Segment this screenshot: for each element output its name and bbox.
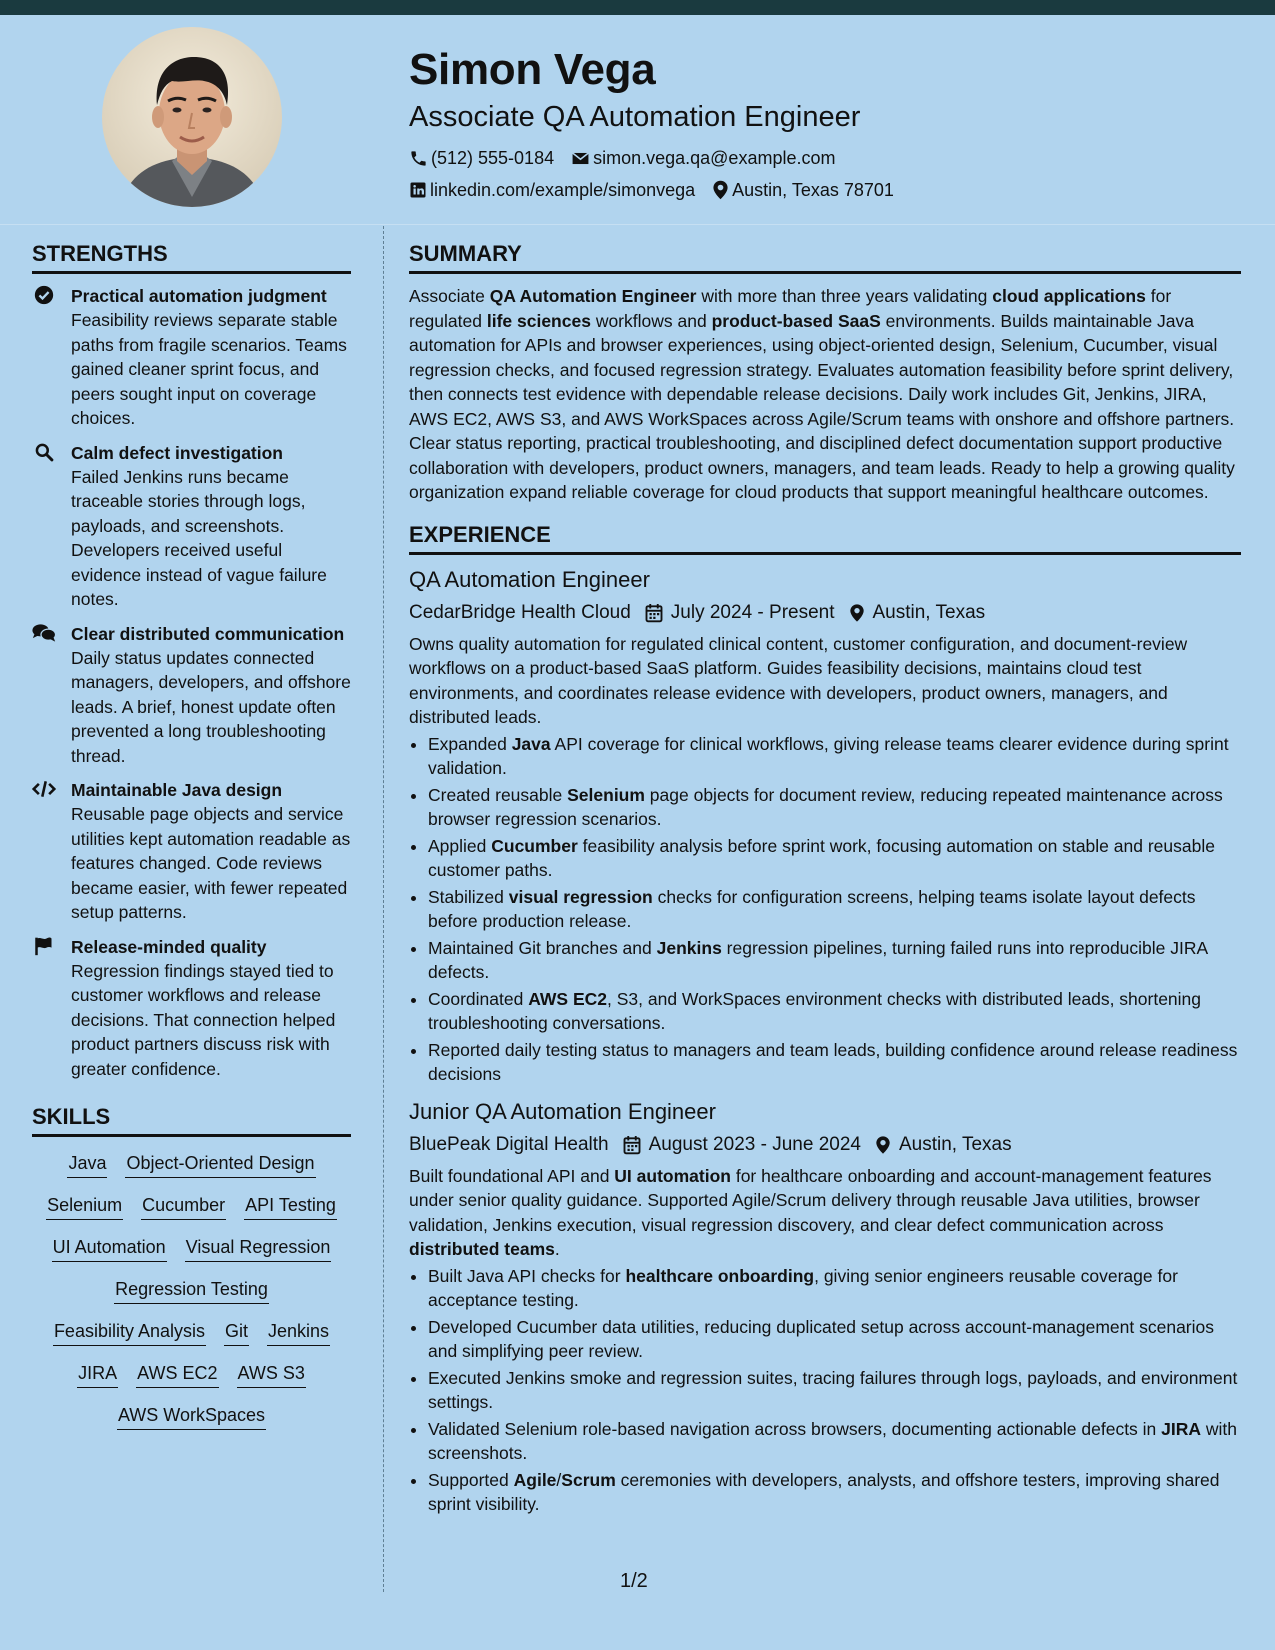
email-contact[interactable] (571, 142, 835, 174)
bullet-item: • Supported Agile/Scrum ceremonies with developers, analysts, and offshore testers, improving shared sprint visibility. (428, 1468, 1241, 1517)
skill-tag: AWS S3 (237, 1361, 306, 1388)
bold-keyword: healthcare onboarding (625, 1265, 815, 1286)
job-dates (623, 1130, 861, 1160)
email-text: simon.vega.qa@example.com (593, 148, 836, 168)
contact-row-1 (409, 142, 1249, 174)
bullet-item: • Applied Cucumber feasibility analysis before sprint work, focusing automation on stable and reusable customer paths. (428, 834, 1241, 883)
skill-tag: Feasibility Analysis (53, 1319, 206, 1346)
strength-title: Maintainable Java design (71, 780, 283, 800)
job-description: Owns quality automation for regulated clinical content, customer configuration, and document-review workflows on a product-based SaaS platform. Guides feasibility decisions, maintains cloud test environments, and coordinates release evidence with developers, product owners, managers, and distributed leads. (409, 633, 1188, 727)
linkedin-icon (409, 181, 427, 199)
flag-icon (32, 936, 56, 956)
skill-tag: Visual Regression (185, 1235, 332, 1262)
job-entry (409, 1097, 1241, 1517)
strength-text: Failed Jenkins runs became traceable stories through logs, payloads, and screenshots. Developers received useful evidence instead of vague failure notes. (71, 466, 327, 609)
phone-icon (409, 149, 428, 168)
skill-tag: Cucumber (141, 1193, 226, 1220)
top-bar (0, 0, 1275, 15)
strength-item (32, 622, 351, 769)
left-column (32, 240, 351, 1445)
phone-contact (409, 142, 554, 174)
bullet-item: • Expanded Java API coverage for clinical workflows, giving release teams clearer evidence during sprint validation. (428, 732, 1241, 781)
job-bullets (409, 732, 1241, 1087)
job-bullets (409, 1264, 1241, 1517)
skill-tag: AWS WorkSpaces (117, 1403, 266, 1430)
job-description: Built foundational API and UI automation for healthcare onboarding and account-management features under senior quality guidance. Supported Agile/Scrum delivery through reusable Java utilities, browser validation, Jenkins execution, visual regression discovery, and clear defect communication across distributed teams. (409, 1165, 1212, 1259)
contact-row-2 (409, 174, 1249, 206)
skill-row (32, 1277, 351, 1304)
candidate-title: Associate QA Automation Engineer (409, 101, 861, 133)
skill-tag: AWS EC2 (136, 1361, 218, 1388)
strength-item (32, 935, 351, 1082)
comments-icon (32, 623, 56, 643)
bullet-item: • Created reusable Selenium page objects for document review, reducing repeated maintenance across browser regression scenarios. (428, 783, 1241, 832)
skill-tag: Object-Oriented Design (125, 1151, 315, 1178)
summary-heading: SUMMARY (409, 240, 1241, 274)
bullet-item: • Validated Selenium role-based navigation across browsers, documenting actionable defects in JIRA with screenshots. (428, 1417, 1241, 1466)
bold-keyword: product-based SaaS (711, 310, 881, 331)
job-location (849, 598, 986, 628)
bold-keyword: JIRA (1161, 1418, 1202, 1439)
skills-list (32, 1151, 351, 1430)
skill-tag: Regression Testing (114, 1277, 269, 1304)
skill-row (32, 1319, 351, 1346)
skill-tag: Git (224, 1319, 249, 1346)
bold-keyword: AWS EC2 (528, 988, 607, 1009)
company-name: CedarBridge Health Cloud (409, 601, 631, 623)
strength-text: Daily status updates connected managers, developers, and offshore leads. A brief, honest update often prevented a long troubleshooting thread. (71, 647, 351, 766)
experience-heading: EXPERIENCE (409, 521, 1241, 555)
bullet-item: • Maintained Git branches and Jenkins regression pipelines, turning failed runs into reproducible JIRA defects. (428, 936, 1241, 985)
map-pin-icon (849, 603, 865, 623)
strength-text: Regression findings stayed tied to customer workflows and release decisions. That connection helped product partners discuss risk with greater confidence. (71, 960, 336, 1079)
column-divider (383, 226, 384, 1592)
candidate-name: Simon Vega (409, 45, 656, 94)
bold-keyword: Jenkins (656, 937, 722, 958)
code-icon (32, 779, 56, 799)
page-number: 1/2 (620, 1570, 648, 1592)
skill-row (32, 1403, 351, 1430)
job-location (875, 1130, 1012, 1160)
strengths-heading: STRENGTHS (32, 240, 351, 274)
location-text: Austin, Texas 78701 (732, 180, 894, 200)
job-dates (645, 598, 835, 628)
bold-keyword: Java (511, 733, 551, 754)
strength-title: Calm defect investigation (71, 442, 283, 463)
bullet-item: • Built Java API checks for healthcare onboarding, giving senior engineers reusable coverage for acceptance testing. (428, 1264, 1241, 1313)
summary-text: Associate QA Automation Engineer with more than three years validating cloud applications for regulated life sciences workflows and product-based SaaS environments. Builds maintainable Java automation for APIs and browser experiences, using object-oriented design, Selenium, Cucumber, visual regression checks, and focused regression strategy. Evaluates automation feasibility before sprint delivery, then connects test evidence with dependable release decisions. Daily work includes Git, Jenkins, JIRA, AWS EC2, AWS S3, and AWS WorkSpaces across Agile/Scrum teams with onshore and offshore partners. Clear status reporting, practical troubleshooting, and disciplined defect documentation support productive collaboration with developers, product owners, managers, and team leads. Ready to help a growing quality organization expand reliable coverage for cloud products that support meaningful healthcare outcomes. (409, 286, 1235, 502)
skill-tag: API Testing (244, 1193, 337, 1220)
strength-title: Clear distributed communication (71, 623, 345, 644)
job-meta (409, 1130, 1241, 1160)
header-divider (0, 224, 1275, 225)
bold-keyword: UI automation (614, 1165, 731, 1186)
company-name: BluePeak Digital Health (409, 1133, 609, 1155)
bold-keyword: QA Automation Engineer (489, 286, 697, 306)
skill-tag: JIRA (77, 1361, 118, 1388)
bold-keyword: cloud applications (992, 286, 1146, 306)
job-dates-text: July 2024 - Present (670, 601, 835, 623)
job-entry (409, 565, 1241, 1087)
bold-keyword: visual regression (508, 886, 653, 907)
strength-title: Practical automation judgment (71, 286, 327, 306)
right-column (409, 240, 1241, 1523)
bold-keyword: Selenium (567, 784, 645, 805)
strength-item (32, 778, 351, 925)
strength-item (32, 284, 351, 431)
calendar-icon (645, 603, 663, 623)
bullet-item: • Stabilized visual regression checks for configuration screens, helping teams isolate layout defects before production release. (428, 885, 1241, 934)
job-location-text: Austin, Texas (872, 601, 986, 623)
resume-header (409, 40, 1249, 206)
strength-text: Feasibility reviews separate stable paths from fragile scenarios. Teams gained cleaner sprint focus, and peers sought input on coverage choices. (71, 310, 347, 428)
skill-tag: Java (67, 1151, 107, 1178)
phone-text: (512) 555-0184 (431, 148, 555, 168)
job-location-text: Austin, Texas (898, 1133, 1012, 1155)
job-meta (409, 598, 1241, 628)
job-dates-text: August 2023 - June 2024 (648, 1133, 861, 1155)
calendar-icon (623, 1135, 641, 1155)
map-pin-icon (875, 1135, 891, 1155)
envelope-icon (571, 149, 590, 168)
map-pin-icon (712, 180, 729, 200)
linkedin-contact[interactable] (409, 174, 695, 206)
bullet-item: • Executed Jenkins smoke and regression suites, tracing failures through logs, payloads, and environment settings. (428, 1366, 1241, 1415)
bullet-item: • Reported daily testing status to managers and team leads, building confidence around release readiness decisions (428, 1038, 1241, 1087)
bold-keyword: Scrum (561, 1469, 616, 1490)
skills-heading: SKILLS (32, 1103, 351, 1137)
check-circle-icon (32, 285, 56, 305)
strength-text: Reusable page objects and service utilities kept automation readable as features changed. Code reviews became easier, with fewer repeated setup patterns. (71, 804, 351, 922)
skill-row (32, 1235, 351, 1262)
skill-tag: Jenkins (267, 1319, 330, 1346)
job-title: Junior QA Automation Engineer (409, 1098, 716, 1124)
profile-photo (102, 27, 282, 207)
bold-keyword: Agile (513, 1469, 557, 1490)
bold-keyword: Cucumber (491, 835, 578, 856)
strength-title: Release-minded quality (71, 936, 267, 957)
job-title: QA Automation Engineer (409, 566, 650, 592)
linkedin-text: linkedin.com/example/simonvega (430, 180, 696, 200)
skill-tag: UI Automation (52, 1235, 167, 1262)
location-contact (712, 174, 894, 206)
strength-item (32, 441, 351, 612)
skill-row (32, 1151, 351, 1178)
bold-keyword: life sciences (486, 310, 591, 331)
skill-tag: Selenium (46, 1193, 123, 1220)
bullet-item: • Coordinated AWS EC2, S3, and WorkSpaces environment checks with distributed leads, shortening troubleshooting conversations. (428, 987, 1241, 1036)
search-icon (32, 442, 56, 462)
skill-row (32, 1361, 351, 1388)
bullet-item: • Developed Cucumber data utilities, reducing duplicated setup across account-management scenarios and simplifying peer review. (428, 1315, 1241, 1364)
bold-keyword: distributed teams (409, 1239, 555, 1259)
skill-row (32, 1193, 351, 1220)
